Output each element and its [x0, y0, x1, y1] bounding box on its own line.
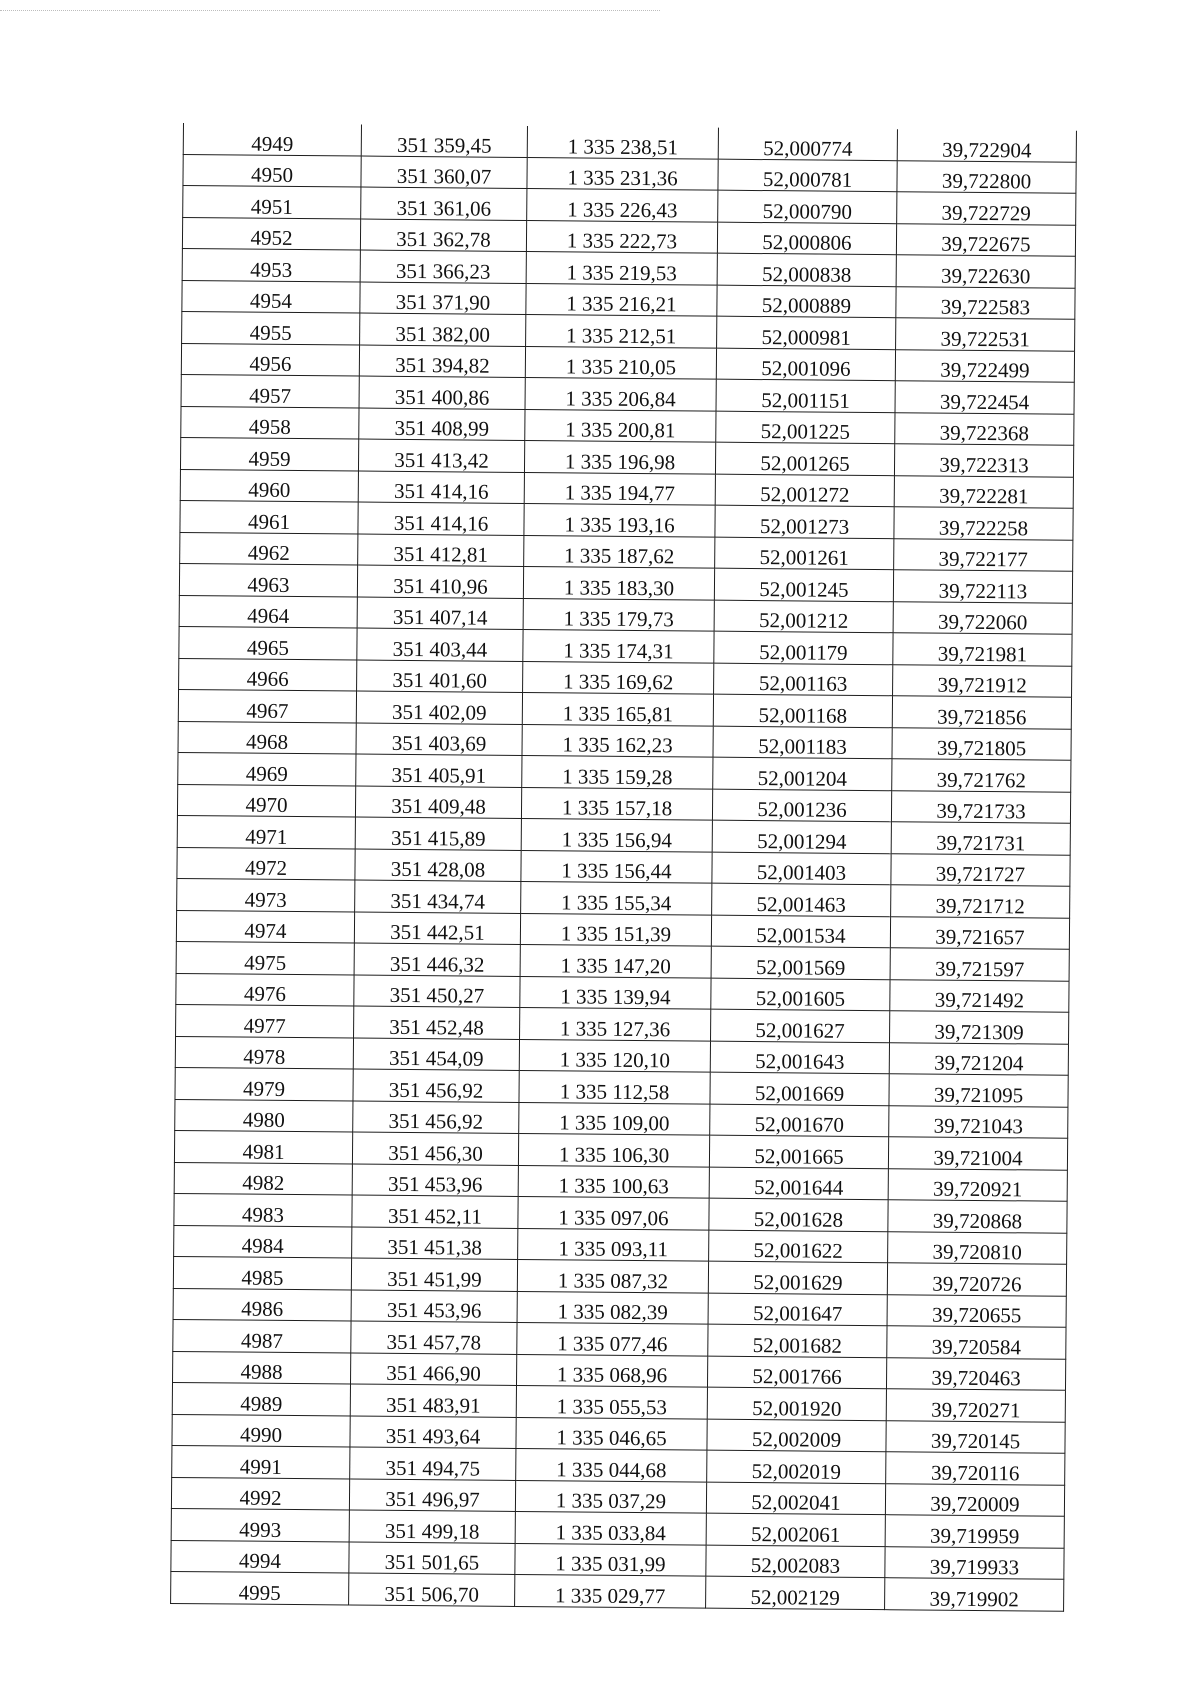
- latitude-cell: 52,001682: [708, 1324, 887, 1357]
- latitude-cell: 52,001273: [715, 505, 894, 538]
- y-coordinate-cell: 1 335 127,36: [520, 1007, 711, 1040]
- longitude-cell: 39,722368: [895, 412, 1074, 445]
- latitude-cell: 52,001294: [712, 820, 891, 853]
- y-coordinate-cell: 1 335 147,20: [520, 944, 711, 977]
- latitude-cell: 52,001272: [715, 474, 894, 507]
- longitude-cell: 39,721204: [889, 1042, 1068, 1075]
- latitude-cell: 52,001096: [716, 348, 895, 381]
- longitude-cell: 39,722531: [896, 318, 1075, 351]
- longitude-cell: 39,721657: [890, 916, 1069, 949]
- latitude-cell: 52,001204: [713, 757, 892, 790]
- x-coordinate-cell: 351 494,75: [350, 1447, 516, 1480]
- latitude-cell: 52,002041: [706, 1482, 885, 1515]
- y-coordinate-cell: 1 335 046,65: [516, 1417, 707, 1450]
- y-coordinate-cell: 1 335 200,81: [525, 409, 716, 442]
- point-number-cell: 4956: [181, 343, 359, 376]
- x-coordinate-cell: 351 362,78: [360, 219, 526, 252]
- y-coordinate-cell: 1 335 031,99: [515, 1543, 706, 1576]
- longitude-cell: 39,722729: [897, 192, 1076, 225]
- point-number-cell: 4963: [179, 563, 357, 596]
- y-coordinate-cell: 1 335 151,39: [520, 913, 711, 946]
- y-coordinate-cell: 1 335 183,30: [523, 566, 714, 599]
- x-coordinate-cell: 351 366,23: [360, 250, 526, 283]
- point-number-cell: 4986: [173, 1288, 351, 1321]
- point-number-cell: 4972: [177, 847, 355, 880]
- x-coordinate-cell: 351 453,96: [351, 1290, 517, 1323]
- point-number-cell: 4959: [180, 437, 358, 470]
- x-coordinate-cell: 351 408,99: [359, 408, 525, 441]
- point-number-cell: 4990: [172, 1414, 350, 1447]
- x-coordinate-cell: 351 446,32: [354, 943, 520, 976]
- point-number-cell: 4951: [183, 186, 361, 219]
- latitude-cell: 52,001163: [714, 663, 893, 696]
- y-coordinate-cell: 1 335 226,43: [527, 189, 718, 222]
- latitude-cell: 52,001643: [710, 1041, 889, 1074]
- x-coordinate-cell: 351 466,90: [351, 1353, 517, 1386]
- point-number-cell: 4976: [176, 973, 354, 1006]
- longitude-cell: 39,722177: [894, 538, 1073, 571]
- latitude-cell: 52,001179: [714, 631, 893, 664]
- x-coordinate-cell: 351 456,30: [352, 1132, 518, 1165]
- x-coordinate-cell: 351 382,00: [360, 313, 526, 346]
- point-number-cell: 4980: [175, 1099, 353, 1132]
- latitude-cell: 52,000838: [717, 253, 896, 286]
- y-coordinate-cell: 1 335 187,62: [524, 535, 715, 568]
- point-number-cell: 4982: [174, 1162, 352, 1195]
- longitude-cell: 39,720116: [886, 1452, 1065, 1485]
- x-coordinate-cell: 351 428,08: [355, 849, 521, 882]
- point-number-cell: 4978: [175, 1036, 353, 1069]
- x-coordinate-cell: 351 442,51: [354, 912, 520, 945]
- longitude-cell: 39,722583: [896, 286, 1075, 319]
- y-coordinate-cell: 1 335 082,39: [517, 1291, 708, 1324]
- latitude-cell: 52,001245: [714, 568, 893, 601]
- latitude-cell: 52,002019: [707, 1450, 886, 1483]
- longitude-cell: 39,722499: [895, 349, 1074, 382]
- point-number-cell: 4970: [177, 784, 355, 817]
- point-number-cell: 4966: [179, 658, 357, 691]
- point-number-cell: 4957: [181, 374, 359, 407]
- longitude-cell: 39,720921: [888, 1168, 1067, 1201]
- longitude-cell: 39,721856: [892, 696, 1071, 729]
- longitude-cell: 39,722800: [897, 160, 1076, 193]
- longitude-cell: 39,722904: [897, 129, 1076, 162]
- x-coordinate-cell: 351 483,91: [350, 1384, 516, 1417]
- latitude-cell: 52,001622: [709, 1230, 888, 1263]
- longitude-cell: 39,721095: [889, 1074, 1068, 1107]
- latitude-cell: 52,001212: [714, 600, 893, 633]
- point-number-cell: 4969: [178, 752, 356, 785]
- x-coordinate-cell: 351 414,16: [358, 471, 524, 504]
- x-coordinate-cell: 351 413,42: [358, 439, 524, 472]
- x-coordinate-cell: 351 452,11: [352, 1195, 518, 1228]
- x-coordinate-cell: 351 450,27: [354, 975, 520, 1008]
- latitude-cell: 52,001669: [710, 1072, 889, 1105]
- y-coordinate-cell: 1 335 055,53: [516, 1385, 707, 1418]
- x-coordinate-cell: 351 457,78: [351, 1321, 517, 1354]
- x-coordinate-cell: 351 405,91: [356, 754, 522, 787]
- x-coordinate-cell: 351 412,81: [358, 534, 524, 567]
- x-coordinate-cell: 351 506,70: [349, 1573, 515, 1606]
- y-coordinate-cell: 1 335 159,28: [522, 755, 713, 788]
- y-coordinate-cell: 1 335 222,73: [526, 220, 717, 253]
- latitude-cell: 52,001920: [707, 1387, 886, 1420]
- latitude-cell: 52,001766: [707, 1356, 886, 1389]
- x-coordinate-cell: 351 415,89: [355, 817, 521, 850]
- point-number-cell: 4993: [171, 1508, 349, 1541]
- latitude-cell: 52,001534: [711, 915, 890, 948]
- latitude-cell: 52,002061: [706, 1513, 885, 1546]
- y-coordinate-cell: 1 335 033,84: [515, 1511, 706, 1544]
- x-coordinate-cell: 351 456,92: [353, 1101, 519, 1134]
- latitude-cell: 52,000889: [717, 285, 896, 318]
- latitude-cell: 52,001236: [712, 789, 891, 822]
- x-coordinate-cell: 351 394,82: [359, 345, 525, 378]
- point-number-cell: 4968: [178, 721, 356, 754]
- y-coordinate-cell: 1 335 210,05: [525, 346, 716, 379]
- point-number-cell: 4979: [175, 1067, 353, 1100]
- y-coordinate-cell: 1 335 179,73: [523, 598, 714, 631]
- y-coordinate-cell: 1 335 155,34: [521, 881, 712, 914]
- x-coordinate-cell: 351 434,74: [355, 880, 521, 913]
- latitude-cell: 52,000781: [718, 159, 897, 192]
- coordinates-table-body: [171, 123, 1077, 1611]
- point-number-cell: 4973: [177, 878, 355, 911]
- longitude-cell: 39,722113: [893, 570, 1072, 603]
- y-coordinate-cell: 1 335 077,46: [517, 1322, 708, 1355]
- y-coordinate-cell: 1 335 238,51: [527, 126, 718, 159]
- y-coordinate-cell: 1 335 109,00: [519, 1102, 710, 1135]
- x-coordinate-cell: 351 410,96: [357, 565, 523, 598]
- point-number-cell: 4988: [173, 1351, 351, 1384]
- longitude-cell: 39,720271: [886, 1389, 1065, 1422]
- x-coordinate-cell: 351 401,60: [357, 660, 523, 693]
- longitude-cell: 39,722630: [896, 255, 1075, 288]
- x-coordinate-cell: 351 407,14: [357, 597, 523, 630]
- y-coordinate-cell: 1 335 193,16: [524, 503, 715, 536]
- y-coordinate-cell: 1 335 087,32: [517, 1259, 708, 1292]
- y-coordinate-cell: 1 335 157,18: [521, 787, 712, 820]
- x-coordinate-cell: 351 499,18: [349, 1510, 515, 1543]
- longitude-cell: 39,722454: [895, 381, 1074, 414]
- y-coordinate-cell: 1 335 029,77: [515, 1574, 706, 1607]
- y-coordinate-cell: 1 335 212,51: [526, 314, 717, 347]
- longitude-cell: 39,719959: [885, 1515, 1064, 1548]
- longitude-cell: 39,722060: [893, 601, 1072, 634]
- point-number-cell: 4949: [183, 123, 361, 156]
- point-number-cell: 4975: [176, 941, 354, 974]
- x-coordinate-cell: 351 454,09: [353, 1038, 519, 1071]
- latitude-cell: 52,001151: [716, 379, 895, 412]
- x-coordinate-cell: 351 402,09: [356, 691, 522, 724]
- latitude-cell: 52,001403: [712, 852, 891, 885]
- point-number-cell: 4954: [182, 280, 360, 313]
- longitude-cell: 39,722313: [894, 444, 1073, 477]
- point-number-cell: 4961: [180, 500, 358, 533]
- longitude-cell: 39,720584: [887, 1326, 1066, 1359]
- point-number-cell: 4974: [176, 910, 354, 943]
- y-coordinate-cell: 1 335 194,77: [524, 472, 715, 505]
- point-number-cell: 4992: [171, 1477, 349, 1510]
- latitude-cell: 52,001647: [708, 1293, 887, 1326]
- x-coordinate-cell: 351 496,97: [349, 1479, 515, 1512]
- point-number-cell: 4995: [171, 1571, 349, 1604]
- point-number-cell: 4962: [180, 532, 358, 565]
- longitude-cell: 39,721004: [888, 1137, 1067, 1170]
- y-coordinate-cell: 1 335 165,81: [522, 692, 713, 725]
- longitude-cell: 39,720868: [888, 1200, 1067, 1233]
- point-number-cell: 4950: [183, 154, 361, 187]
- x-coordinate-cell: 351 371,90: [360, 282, 526, 315]
- longitude-cell: 39,721733: [891, 790, 1070, 823]
- longitude-cell: 39,721727: [891, 853, 1070, 886]
- latitude-cell: 52,001225: [716, 411, 895, 444]
- longitude-cell: 39,721981: [893, 633, 1072, 666]
- y-coordinate-cell: 1 335 100,63: [518, 1165, 709, 1198]
- latitude-cell: 52,000774: [718, 128, 897, 161]
- longitude-cell: 39,722258: [894, 507, 1073, 540]
- longitude-cell: 39,721043: [889, 1105, 1068, 1138]
- longitude-cell: 39,722675: [896, 223, 1075, 256]
- y-coordinate-cell: 1 335 156,94: [521, 818, 712, 851]
- x-coordinate-cell: 351 414,16: [358, 502, 524, 535]
- x-coordinate-cell: 351 456,92: [353, 1069, 519, 1102]
- x-coordinate-cell: 351 361,06: [361, 187, 527, 220]
- y-coordinate-cell: 1 335 120,10: [519, 1039, 710, 1072]
- latitude-cell: 52,001665: [709, 1135, 888, 1168]
- longitude-cell: 39,720009: [885, 1483, 1064, 1516]
- x-coordinate-cell: 351 451,99: [351, 1258, 517, 1291]
- y-coordinate-cell: 1 335 216,21: [526, 283, 717, 316]
- latitude-cell: 52,001569: [711, 946, 890, 979]
- x-coordinate-cell: 351 403,69: [356, 723, 522, 756]
- point-number-cell: 4965: [179, 626, 357, 659]
- longitude-cell: 39,719902: [885, 1578, 1064, 1611]
- longitude-cell: 39,721731: [891, 822, 1070, 855]
- longitude-cell: 39,721309: [890, 1011, 1069, 1044]
- x-coordinate-cell: 351 501,65: [349, 1542, 515, 1575]
- longitude-cell: 39,720655: [887, 1294, 1066, 1327]
- x-coordinate-cell: 351 453,96: [352, 1164, 518, 1197]
- y-coordinate-cell: 1 335 068,96: [516, 1354, 707, 1387]
- latitude-cell: 52,002129: [706, 1576, 885, 1609]
- x-coordinate-cell: 351 400,86: [359, 376, 525, 409]
- point-number-cell: 4967: [178, 689, 356, 722]
- latitude-cell: 52,001670: [710, 1104, 889, 1137]
- longitude-cell: 39,720810: [888, 1231, 1067, 1264]
- latitude-cell: 52,000806: [717, 222, 896, 255]
- latitude-cell: 52,001168: [713, 694, 892, 727]
- latitude-cell: 52,001628: [709, 1198, 888, 1231]
- y-coordinate-cell: 1 335 112,58: [519, 1070, 710, 1103]
- x-coordinate-cell: 351 360,07: [361, 156, 527, 189]
- point-number-cell: 4989: [172, 1382, 350, 1415]
- coordinates-table: [170, 123, 1077, 1611]
- x-coordinate-cell: 351 359,45: [361, 125, 527, 157]
- y-coordinate-cell: 1 335 093,11: [518, 1228, 709, 1261]
- y-coordinate-cell: 1 335 156,44: [521, 850, 712, 883]
- scan-artifact-line: [0, 10, 660, 12]
- latitude-cell: 52,001265: [715, 442, 894, 475]
- longitude-cell: 39,721912: [893, 664, 1072, 697]
- longitude-cell: 39,721492: [890, 979, 1069, 1012]
- longitude-cell: 39,722281: [894, 475, 1073, 508]
- point-number-cell: 4985: [173, 1256, 351, 1289]
- y-coordinate-cell: 1 335 174,31: [523, 629, 714, 662]
- point-number-cell: 4955: [182, 311, 360, 344]
- y-coordinate-cell: 1 335 206,84: [525, 377, 716, 410]
- point-number-cell: 4991: [172, 1445, 350, 1478]
- y-coordinate-cell: 1 335 106,30: [518, 1133, 709, 1166]
- latitude-cell: 52,000790: [718, 190, 897, 223]
- longitude-cell: 39,719933: [885, 1546, 1064, 1579]
- latitude-cell: 52,001629: [708, 1261, 887, 1294]
- point-number-cell: 4994: [171, 1540, 349, 1573]
- x-coordinate-cell: 351 409,48: [355, 786, 521, 819]
- longitude-cell: 39,721762: [892, 759, 1071, 792]
- latitude-cell: 52,001261: [715, 537, 894, 570]
- latitude-cell: 52,002083: [706, 1545, 885, 1578]
- point-number-cell: 4971: [177, 815, 355, 848]
- x-coordinate-cell: 351 403,44: [357, 628, 523, 661]
- point-number-cell: 4964: [179, 595, 357, 628]
- longitude-cell: 39,721712: [891, 885, 1070, 918]
- y-coordinate-cell: 1 335 037,29: [515, 1480, 706, 1513]
- point-number-cell: 4977: [176, 1004, 354, 1037]
- longitude-cell: 39,720145: [886, 1420, 1065, 1453]
- x-coordinate-cell: 351 452,48: [354, 1006, 520, 1039]
- y-coordinate-cell: 1 335 139,94: [520, 976, 711, 1009]
- y-coordinate-cell: 1 335 097,06: [518, 1196, 709, 1229]
- latitude-cell: 52,002009: [707, 1419, 886, 1452]
- longitude-cell: 39,721597: [890, 948, 1069, 981]
- point-number-cell: 4984: [174, 1225, 352, 1258]
- latitude-cell: 52,001183: [713, 726, 892, 759]
- point-number-cell: 4987: [173, 1319, 351, 1352]
- latitude-cell: 52,001644: [709, 1167, 888, 1200]
- point-number-cell: 4983: [174, 1193, 352, 1226]
- longitude-cell: 39,720726: [887, 1263, 1066, 1296]
- y-coordinate-cell: 1 335 196,98: [524, 440, 715, 473]
- y-coordinate-cell: 1 335 162,23: [522, 724, 713, 757]
- point-number-cell: 4958: [181, 406, 359, 439]
- latitude-cell: 52,001463: [712, 883, 891, 916]
- point-number-cell: 4960: [180, 469, 358, 502]
- y-coordinate-cell: 1 335 044,68: [516, 1448, 707, 1481]
- y-coordinate-cell: 1 335 219,53: [526, 252, 717, 285]
- x-coordinate-cell: 351 493,64: [350, 1416, 516, 1449]
- latitude-cell: 52,000981: [717, 316, 896, 349]
- point-number-cell: 4981: [174, 1130, 352, 1163]
- latitude-cell: 52,001627: [711, 1009, 890, 1042]
- longitude-cell: 39,721805: [892, 727, 1071, 760]
- x-coordinate-cell: 351 451,38: [352, 1227, 518, 1260]
- y-coordinate-cell: 1 335 169,62: [523, 661, 714, 694]
- latitude-cell: 52,001605: [711, 978, 890, 1011]
- point-number-cell: 4953: [182, 248, 360, 281]
- point-number-cell: 4952: [182, 217, 360, 250]
- longitude-cell: 39,720463: [886, 1357, 1065, 1390]
- y-coordinate-cell: 1 335 231,36: [527, 157, 718, 190]
